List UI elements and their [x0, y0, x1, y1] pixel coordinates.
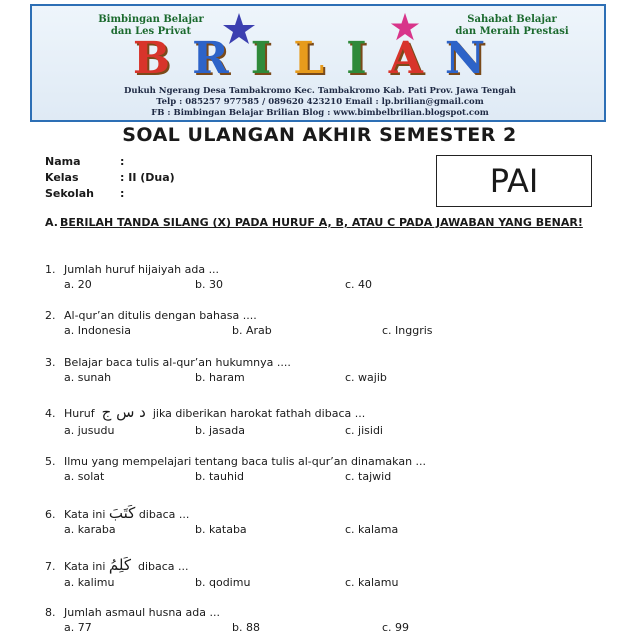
identity-row-sekolah	[45, 187, 124, 200]
arabic-word: كَتَبَ	[108, 504, 136, 522]
question-body: dibaca ...	[138, 508, 190, 521]
question-text	[45, 606, 605, 619]
question-body: Belajar baca tulis al-qur’an hukumnya ....	[64, 356, 291, 369]
option-b: b. Arab	[232, 324, 272, 337]
logo-letter: N	[444, 33, 508, 84]
question-text	[45, 263, 605, 276]
question-text	[45, 556, 605, 574]
logo-letter: R	[192, 33, 251, 84]
option-a: a. kalimu	[64, 576, 115, 589]
option-c: c. wajib	[345, 371, 387, 384]
question-body: Al-qur’an ditulis dengan bahasa ....	[64, 309, 257, 322]
question-number: 3.	[45, 356, 56, 369]
tagline-right: Sahabat Belajar dan Meraih Prestasi	[455, 14, 569, 37]
logo-letter: A	[388, 33, 445, 84]
question-text	[45, 504, 605, 522]
option-b: b. haram	[195, 371, 245, 384]
address-text: Dukuh Ngerang Desa Tambakromo Kec. Tambakromo Kab. Pati Prov. Jawa Tengah	[124, 86, 516, 96]
instruction	[45, 216, 593, 230]
option-b: b. kataba	[195, 523, 247, 536]
subject-box: PAI	[436, 155, 592, 207]
identity-value: :	[120, 155, 125, 168]
identity-label: Sekolah	[45, 187, 94, 200]
option-a: a. 20	[64, 278, 92, 291]
phone-email-text: Telp : 085257 977585 / 089620 423210 Email : lp.brilian@gmail.com	[156, 97, 484, 107]
question-number: 1.	[45, 263, 56, 276]
option-c: c. kalama	[345, 523, 399, 536]
option-c: c. Inggris	[382, 324, 433, 337]
brand-logo	[32, 33, 606, 84]
question-body: jika diberikan harokat fathah dibaca ...	[152, 407, 366, 420]
question-body: Jumlah asmaul husna ada ...	[64, 606, 220, 619]
logo-letter: L	[293, 33, 347, 84]
question-number: 2.	[45, 309, 56, 322]
question-number: 5.	[45, 455, 56, 468]
question-body: Kata ini	[64, 560, 106, 573]
identity-value: :	[120, 187, 125, 200]
question-number: 4.	[45, 407, 56, 420]
question-body: Ilmu yang mempelajari tentang baca tulis al-qur’an dinamakan ...	[64, 455, 427, 468]
identity-label: Kelas	[45, 171, 79, 184]
contact-info	[32, 86, 606, 119]
question-text	[45, 309, 605, 322]
option-a: a. Indonesia	[64, 324, 131, 337]
question-text	[45, 356, 605, 369]
question-text	[45, 455, 605, 468]
question-body: Kata ini	[64, 508, 106, 521]
option-b: b. 30	[195, 278, 223, 291]
logo-letter: B	[132, 33, 193, 84]
option-c: c. 40	[345, 278, 373, 291]
arabic-word: كَلِمُ	[108, 556, 131, 574]
header-banner	[30, 4, 606, 122]
option-b: b. tauhid	[195, 470, 245, 483]
question-text	[45, 403, 605, 421]
option-a: a. sunah	[64, 371, 112, 384]
question-number: 7.	[45, 560, 56, 573]
instruction-text: BERILAH TANDA SILANG (X) PADA HURUF A, B, ATAU C PADA JAWABAN YANG BENAR!	[60, 216, 583, 229]
social-text: FB : Bimbingan Belajar Brilian Blog : www.bimbelbrilian.blogspot.com	[151, 108, 489, 118]
question-body: Jumlah huruf hijaiyah ada ...	[64, 263, 220, 276]
option-a: a. solat	[64, 470, 105, 483]
identity-value: : II (Dua)	[120, 171, 175, 184]
logo-letter: I	[346, 33, 389, 84]
option-c: c. tajwid	[345, 470, 392, 483]
arabic-letters: د س ج	[101, 403, 146, 421]
tagline-left: Bimbingan Belajar dan Les Privat	[98, 14, 204, 37]
question-body: dibaca ...	[138, 560, 189, 573]
identity-label: Nama	[45, 155, 81, 168]
page-title: SOAL ULANGAN AKHIR SEMESTER 2	[122, 124, 517, 146]
identity-row-nama	[45, 155, 124, 168]
option-c: c. 99	[382, 621, 410, 634]
logo-letter: I	[250, 33, 294, 84]
option-c: c. kalamu	[345, 576, 399, 589]
option-b: b. qodimu	[195, 576, 251, 589]
instruction-letter: A.	[45, 216, 58, 229]
option-a: a. karaba	[64, 523, 116, 536]
identity-row-kelas	[45, 171, 175, 184]
option-a: a. jusudu	[64, 424, 115, 437]
option-b: b. 88	[232, 621, 260, 634]
question-number: 8.	[45, 606, 56, 619]
option-a: a. 77	[64, 621, 92, 634]
option-b: b. jasada	[195, 424, 245, 437]
question-body: Huruf	[64, 407, 95, 420]
question-number: 6.	[45, 508, 56, 521]
option-c: c. jisidi	[345, 424, 383, 437]
